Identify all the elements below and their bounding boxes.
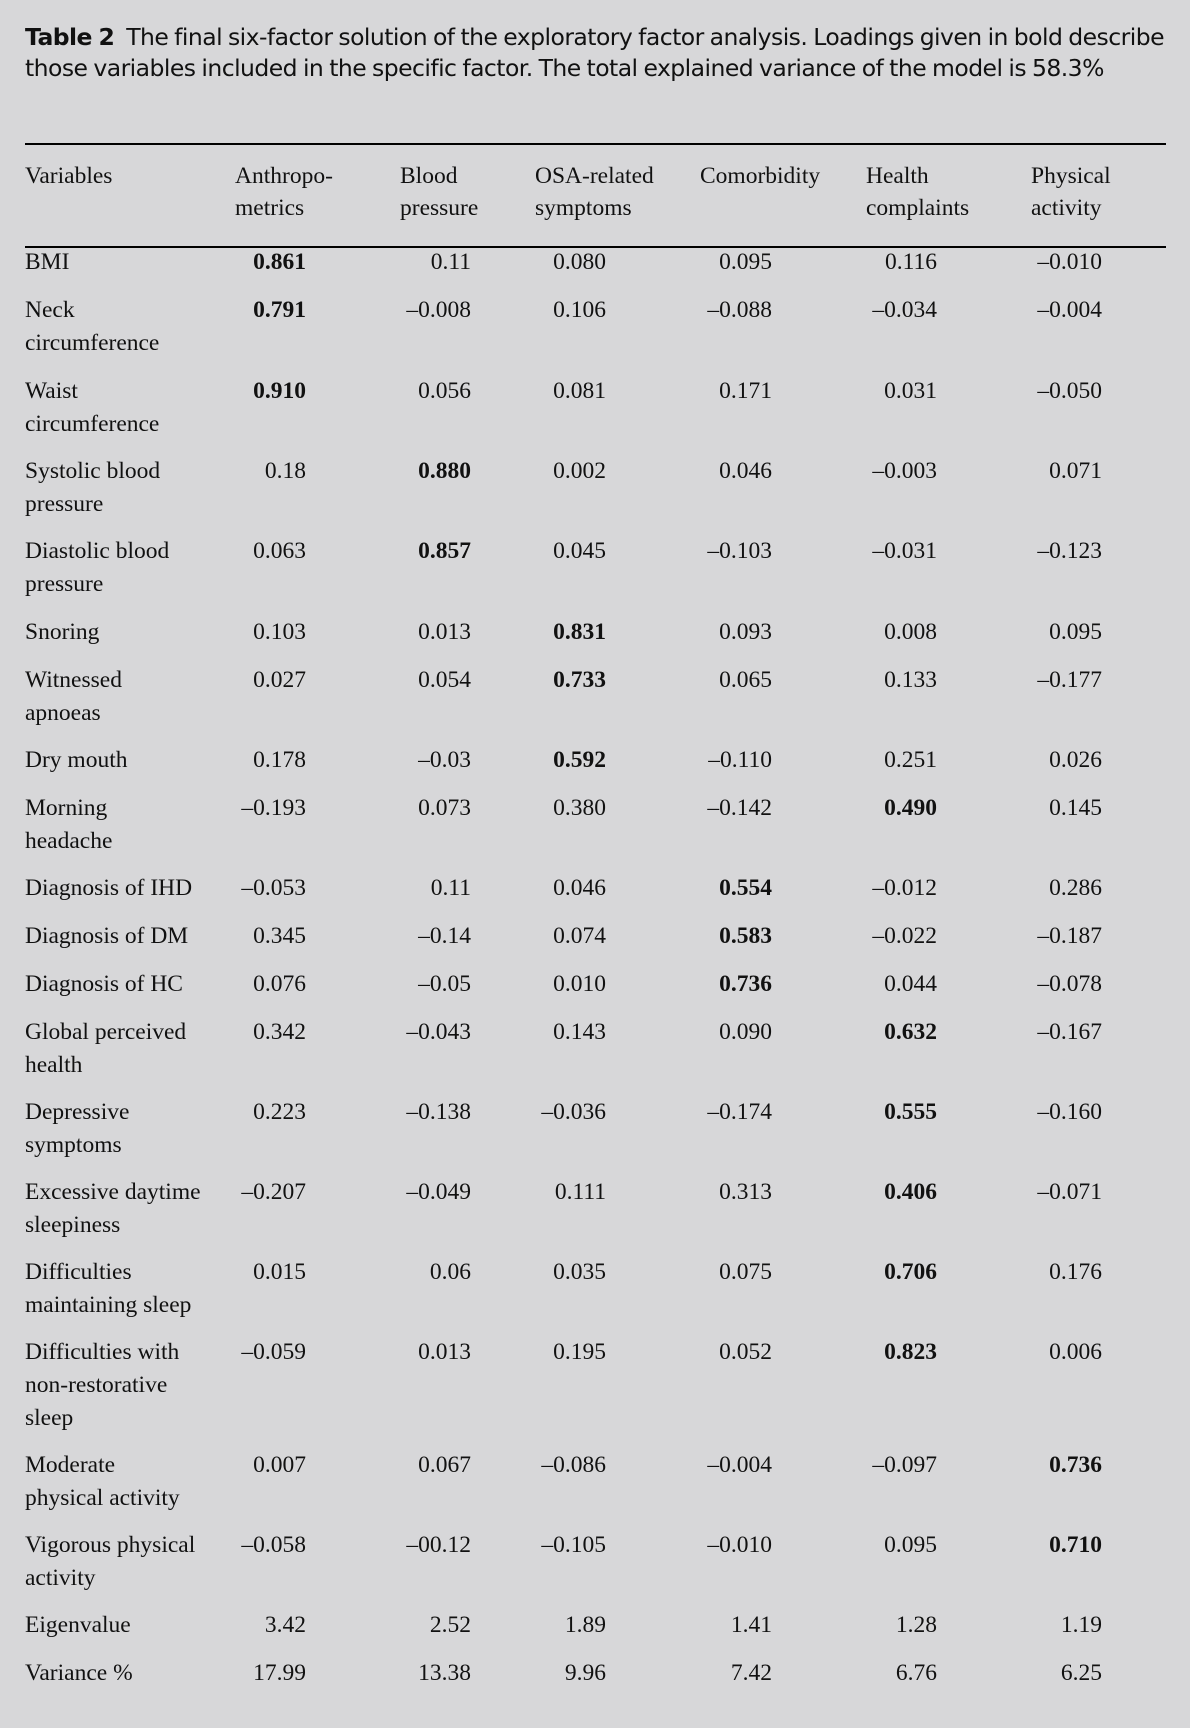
loading-value: 0.11 bbox=[430, 875, 471, 901]
table-caption-text: The final six-factor solution of the exploratory factor analysis. Loadings given in bold describe those variables included in the specific factor. The total explained variance of the model is 58.3% bbox=[25, 23, 1164, 82]
loading-value: 0.002 bbox=[553, 458, 606, 484]
loading-value: 0.075 bbox=[719, 1259, 772, 1285]
column-header-health-complaints: Health complaints bbox=[866, 163, 970, 221]
variable-name-line: apnoeas bbox=[25, 700, 101, 726]
loading-value: –0.012 bbox=[872, 875, 937, 901]
loading-value: 0.093 bbox=[719, 619, 772, 645]
loading-value: –0.058 bbox=[241, 1532, 306, 1558]
loading-value: 0.074 bbox=[553, 923, 606, 949]
loading-value: 0.081 bbox=[553, 378, 606, 404]
column-header-variables: Variables bbox=[25, 163, 113, 189]
variable-name bbox=[25, 664, 225, 730]
variable-name bbox=[25, 1096, 225, 1162]
variable-name-line: sleep bbox=[25, 1405, 74, 1431]
variable-name-line: Difficulties with bbox=[25, 1339, 180, 1365]
table-caption bbox=[25, 22, 1165, 84]
loading-value: 6.76 bbox=[895, 1660, 937, 1686]
loading-value: 0.286 bbox=[1049, 875, 1102, 901]
loading-value: –0.003 bbox=[872, 458, 937, 484]
variable-name-line: Witnessed bbox=[25, 667, 122, 693]
loading-value: 0.18 bbox=[264, 458, 306, 484]
loading-value: 0.06 bbox=[429, 1259, 471, 1285]
loading-value: –0.043 bbox=[406, 1019, 471, 1045]
variable-name-line: Diagnosis of IHD bbox=[25, 875, 193, 901]
variable-name-line: circumference bbox=[25, 411, 160, 437]
loading-value: 0.195 bbox=[553, 1339, 606, 1365]
loading-value: 0.067 bbox=[418, 1452, 471, 1478]
loading-value: 9.96 bbox=[564, 1660, 606, 1686]
loading-value: 0.251 bbox=[884, 747, 937, 773]
variable-name-line: pressure bbox=[25, 491, 104, 517]
variable-name bbox=[25, 455, 225, 521]
loading-value: 0.013 bbox=[418, 619, 471, 645]
variable-name bbox=[25, 616, 225, 649]
loading-value: 0.145 bbox=[1049, 795, 1102, 821]
variable-name-line: Diagnosis of HC bbox=[25, 971, 183, 997]
loading-value: –0.105 bbox=[541, 1532, 606, 1558]
loading-value: 0.031 bbox=[884, 378, 937, 404]
variable-name-line: Dry mouth bbox=[25, 747, 128, 773]
variable-name bbox=[25, 1016, 225, 1082]
variable-name-line: Excessive daytime bbox=[25, 1179, 201, 1205]
loading-value: 0.013 bbox=[418, 1339, 471, 1365]
loading-value: –0.177 bbox=[1037, 667, 1102, 693]
loading-value: 0.071 bbox=[1049, 458, 1102, 484]
loading-value: 0.106 bbox=[553, 297, 606, 323]
variable-name bbox=[25, 1529, 225, 1595]
loading-value-bold: 0.583 bbox=[719, 923, 772, 949]
loading-value: –0.004 bbox=[1037, 297, 1102, 323]
top-rule bbox=[25, 143, 1166, 145]
loading-value-bold: 0.632 bbox=[884, 1019, 937, 1045]
column-header-comorbidity: Comorbidity bbox=[700, 163, 821, 189]
variable-name-line: Neck bbox=[25, 297, 75, 323]
column-header-osa-symptoms: OSA-related symptoms bbox=[535, 163, 654, 221]
loading-value: –0.049 bbox=[406, 1179, 471, 1205]
variable-name-line: BMI bbox=[25, 249, 70, 275]
loading-value: 6.25 bbox=[1060, 1660, 1102, 1686]
loading-value: –0.053 bbox=[241, 875, 306, 901]
loading-value: 0.095 bbox=[1049, 619, 1102, 645]
loading-value: 0.080 bbox=[553, 249, 606, 275]
loading-value: –0.160 bbox=[1037, 1099, 1102, 1125]
loading-value: –0.008 bbox=[406, 297, 471, 323]
variable-name bbox=[25, 1657, 225, 1690]
variable-name bbox=[25, 968, 225, 1001]
loading-value-bold: 0.823 bbox=[884, 1339, 937, 1365]
variable-name bbox=[25, 1609, 225, 1642]
variable-name-line: physical activity bbox=[25, 1485, 180, 1511]
variable-name-line: Morning bbox=[25, 795, 108, 821]
loading-value: –0.022 bbox=[872, 923, 937, 949]
loading-value: 3.42 bbox=[264, 1612, 306, 1638]
loading-value: –0.138 bbox=[406, 1099, 471, 1125]
loading-value: 0.313 bbox=[719, 1179, 772, 1205]
loading-value: –0.142 bbox=[707, 795, 772, 821]
loading-value: –0.036 bbox=[541, 1099, 606, 1125]
variable-name bbox=[25, 1256, 225, 1322]
loading-value: 0.045 bbox=[553, 538, 606, 564]
variable-name-line: health bbox=[25, 1052, 83, 1078]
loading-value: 0.010 bbox=[553, 971, 606, 997]
loading-value: –0.174 bbox=[707, 1099, 772, 1125]
loading-value: –0.207 bbox=[241, 1179, 306, 1205]
loading-value: 0.342 bbox=[253, 1019, 306, 1045]
loading-value: –0.05 bbox=[418, 971, 471, 997]
column-header-blood-pressure: Blood pressure bbox=[400, 163, 479, 221]
variable-name-line: symptoms bbox=[25, 1132, 122, 1158]
loading-value: 0.027 bbox=[253, 667, 306, 693]
loading-value: 0.178 bbox=[253, 747, 306, 773]
variable-name bbox=[25, 792, 225, 858]
variable-name bbox=[25, 1336, 225, 1435]
loading-value: 0.076 bbox=[253, 971, 306, 997]
loading-value: –0.059 bbox=[241, 1339, 306, 1365]
loading-value: 0.065 bbox=[719, 667, 772, 693]
variable-name-line: Difficulties bbox=[25, 1259, 132, 1285]
loading-value: –0.03 bbox=[418, 747, 471, 773]
loading-value: –0.050 bbox=[1037, 378, 1102, 404]
loading-value: 0.095 bbox=[884, 1532, 937, 1558]
loading-value: 0.143 bbox=[553, 1019, 606, 1045]
variable-name bbox=[25, 872, 225, 905]
loading-value: 0.052 bbox=[719, 1339, 772, 1365]
loading-value: –0.034 bbox=[872, 297, 937, 323]
loading-value: –0.167 bbox=[1037, 1019, 1102, 1045]
loading-value: 17.99 bbox=[253, 1660, 306, 1686]
loading-value: 13.38 bbox=[418, 1660, 471, 1686]
loading-value: 0.046 bbox=[553, 875, 606, 901]
loading-value: 0.380 bbox=[553, 795, 606, 821]
variable-name-line: Moderate bbox=[25, 1452, 116, 1478]
loading-value: 1.41 bbox=[730, 1612, 772, 1638]
variable-name-line: activity bbox=[25, 1565, 96, 1591]
loading-value-bold: 0.831 bbox=[553, 619, 606, 645]
loading-value: 0.007 bbox=[253, 1452, 306, 1478]
variable-name bbox=[25, 375, 225, 441]
loading-value: 0.345 bbox=[253, 923, 306, 949]
loading-value: –0.097 bbox=[872, 1452, 937, 1478]
variable-name-line: Waist bbox=[25, 378, 78, 404]
loading-value: 0.046 bbox=[719, 458, 772, 484]
variable-name-line: maintaining sleep bbox=[25, 1292, 192, 1318]
variable-name-line: non-restorative bbox=[25, 1372, 168, 1398]
loading-value: –0.103 bbox=[707, 538, 772, 564]
variable-name-line: Snoring bbox=[25, 619, 100, 645]
variable-name bbox=[25, 744, 225, 777]
loading-value: –0.088 bbox=[707, 297, 772, 323]
loading-value: –0.14 bbox=[418, 923, 471, 949]
loading-value: 0.056 bbox=[418, 378, 471, 404]
loading-value-bold: 0.736 bbox=[1049, 1452, 1102, 1478]
loading-value: 1.89 bbox=[564, 1612, 606, 1638]
variable-name bbox=[25, 294, 225, 360]
variable-name bbox=[25, 535, 225, 601]
loading-value: –00.12 bbox=[406, 1532, 471, 1558]
loading-value-bold: 0.861 bbox=[253, 249, 306, 275]
loading-value: 0.008 bbox=[884, 619, 937, 645]
variable-name-line: pressure bbox=[25, 571, 104, 597]
loading-value: 0.054 bbox=[418, 667, 471, 693]
loading-value: –0.110 bbox=[708, 747, 772, 773]
loading-value: 0.176 bbox=[1049, 1259, 1102, 1285]
variable-name-line: Vigorous physical bbox=[25, 1532, 196, 1558]
variable-name-line: Depressive bbox=[25, 1099, 130, 1125]
variable-name-line: headache bbox=[25, 828, 113, 854]
loading-value-bold: 0.857 bbox=[418, 538, 471, 564]
loading-value: 0.073 bbox=[418, 795, 471, 821]
loading-value: 0.223 bbox=[253, 1099, 306, 1125]
loading-value-bold: 0.910 bbox=[253, 378, 306, 404]
loading-value: 0.035 bbox=[553, 1259, 606, 1285]
column-header-physical-activity: Physical activity bbox=[1031, 163, 1111, 221]
variable-name-line: circumference bbox=[25, 330, 160, 356]
loading-value-bold: 0.736 bbox=[719, 971, 772, 997]
loading-value: –0.071 bbox=[1037, 1179, 1102, 1205]
loading-value: 0.044 bbox=[884, 971, 937, 997]
loading-value: 0.026 bbox=[1049, 747, 1102, 773]
loading-value-bold: 0.490 bbox=[884, 795, 937, 821]
loading-value: –0.086 bbox=[541, 1452, 606, 1478]
loading-value: –0.010 bbox=[1037, 249, 1102, 275]
loading-value-bold: 0.710 bbox=[1049, 1532, 1102, 1558]
loading-value-bold: 0.733 bbox=[553, 667, 606, 693]
loading-value: –0.031 bbox=[872, 538, 937, 564]
loading-value: –0.123 bbox=[1037, 538, 1102, 564]
variable-name-line: Eigenvalue bbox=[25, 1612, 131, 1638]
variable-name bbox=[25, 246, 225, 279]
loading-value: 0.095 bbox=[719, 249, 772, 275]
loading-value-bold: 0.592 bbox=[553, 747, 606, 773]
variable-name-line: Variance % bbox=[25, 1660, 133, 1686]
loading-value: 0.015 bbox=[253, 1259, 306, 1285]
loading-value-bold: 0.406 bbox=[884, 1179, 937, 1205]
loading-value: 0.103 bbox=[253, 619, 306, 645]
loading-value: –0.187 bbox=[1037, 923, 1102, 949]
loading-value-bold: 0.554 bbox=[719, 875, 772, 901]
variable-name-line: Systolic blood bbox=[25, 458, 161, 484]
loading-value: 2.52 bbox=[429, 1612, 471, 1638]
loading-value: 0.006 bbox=[1049, 1339, 1102, 1365]
loading-value: 0.090 bbox=[719, 1019, 772, 1045]
loading-value: 0.063 bbox=[253, 538, 306, 564]
loading-value: 0.133 bbox=[884, 667, 937, 693]
variable-name bbox=[25, 920, 225, 953]
variable-name bbox=[25, 1176, 225, 1242]
loading-value: –0.010 bbox=[707, 1532, 772, 1558]
loading-value: –0.193 bbox=[241, 795, 306, 821]
loading-value-bold: 0.555 bbox=[884, 1099, 937, 1125]
column-header-anthropometrics: Anthropo- metrics bbox=[235, 163, 333, 221]
loading-value: 7.42 bbox=[730, 1660, 772, 1686]
variable-name bbox=[25, 1449, 225, 1515]
loading-value-bold: 0.791 bbox=[253, 297, 306, 323]
loading-value-bold: 0.706 bbox=[884, 1259, 937, 1285]
loading-value: –0.004 bbox=[707, 1452, 772, 1478]
variable-name-line: Diastolic blood bbox=[25, 538, 170, 564]
loading-value: –0.078 bbox=[1037, 971, 1102, 997]
loading-value: 1.19 bbox=[1060, 1612, 1102, 1638]
loading-value: 0.11 bbox=[430, 249, 471, 275]
loading-value: 0.111 bbox=[554, 1179, 606, 1205]
variable-name-line: sleepiness bbox=[25, 1212, 121, 1238]
loading-value: 0.116 bbox=[884, 249, 937, 275]
variable-name-line: Global perceived bbox=[25, 1019, 187, 1045]
loading-value: 0.171 bbox=[719, 378, 772, 404]
loading-value: 1.28 bbox=[895, 1612, 937, 1638]
loading-value-bold: 0.880 bbox=[418, 458, 471, 484]
table-label: Table 2 bbox=[25, 23, 115, 51]
variable-name-line: Diagnosis of DM bbox=[25, 923, 189, 949]
